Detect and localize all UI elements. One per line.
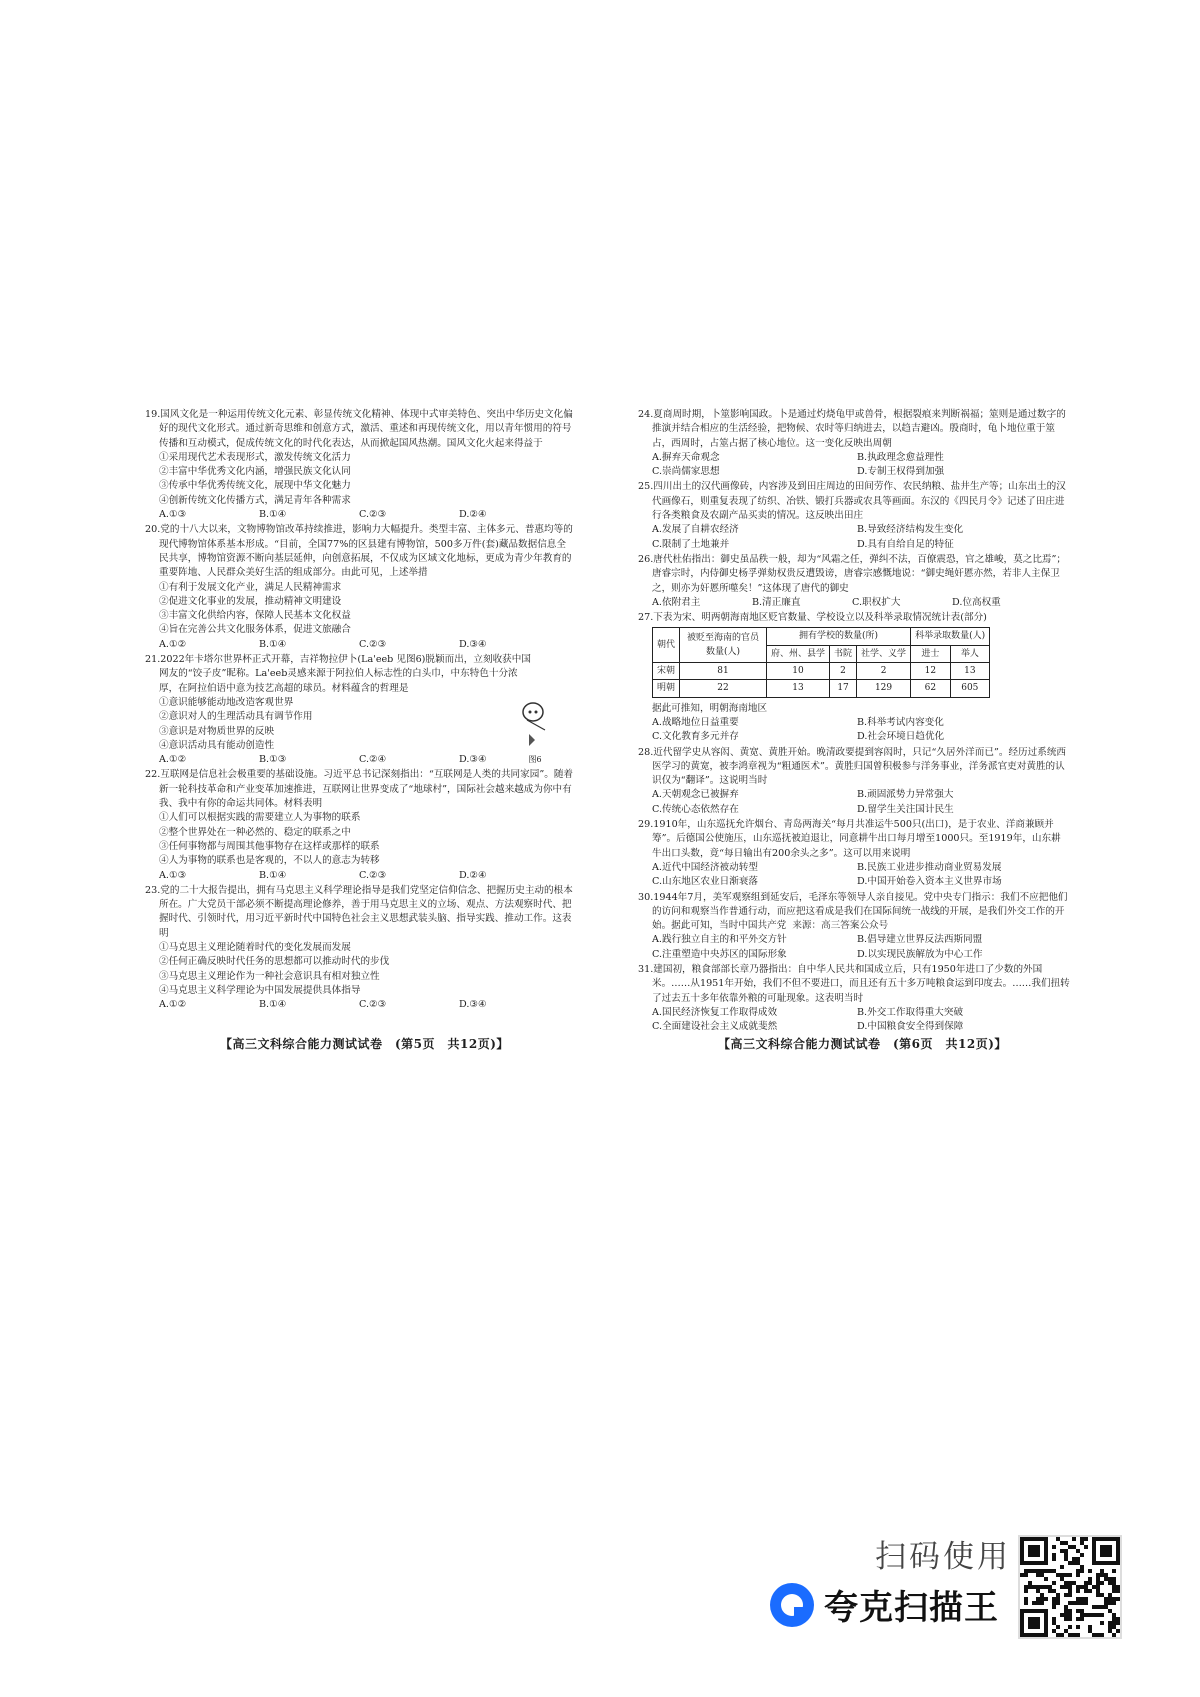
table-header-row (653, 628, 990, 645)
question-stem: 28.近代留学史从容闳、黄宽、黄胜开始。晚清政要提到容闳时，只记“久居外洋而已”。经历过系统西医学习的黄宽，被李鸿章视为“粗通医术”。黄胜归国曾积极参与洋务事业，洋务派官吏对黄胜的认识仅为“翻译”。这说明当时 (638, 746, 1067, 787)
choice-a: A.发展了自耕农经济 (652, 524, 739, 536)
choice-a: A.天朝观念已被摒弃 (652, 789, 739, 801)
answer-choices (145, 638, 575, 652)
statistics-table (652, 627, 990, 697)
question-19 (145, 408, 575, 522)
question-stem: 19.国风文化是一种运用传统文化元素、彰显传统文化精神、体现中式审美特色、突出中华历史文化偏好的现代文化形式。通过新奇思维和创意方式，激活、重述和再现传统文化，用以青年惯用的符号传播和互动模式，促成传统文化的时代化表达，从而掀起国风热潮。国风文化火起来得益于 (145, 409, 573, 449)
page-footer-right: 【高三文科综合能力测试试卷 (第6页 共12页)】 (718, 1037, 1007, 1051)
choice-b: B.①④ (259, 638, 287, 650)
choice-b: B.执政理念愈益理性 (857, 451, 944, 463)
choice-b: B.顽固派势力异常强大 (857, 789, 954, 801)
choice-d: D.留学生关注国计民生 (857, 803, 954, 815)
table-row (653, 663, 990, 680)
choice-c: C.传统心态依然存在 (652, 803, 739, 815)
option: ①采用现代艺术表现形式，激发传统文化活力 (159, 451, 351, 463)
question-23 (145, 884, 575, 1013)
table-cell: 13 (767, 680, 830, 697)
choice-c: C.全面建设社会主义成就斐然 (652, 1021, 778, 1033)
table-cell: 宋朝 (653, 663, 680, 680)
question-20 (145, 523, 575, 652)
quark-logo-icon (770, 1583, 814, 1627)
choice-c: C.②③ (359, 638, 387, 650)
option: ③任何事物都与周围其他事物存在这样或那样的联系 (159, 840, 380, 852)
choice-d: D.专制王权得到加强 (857, 466, 945, 478)
question-stem: 25.四川出土的汉代画像砖，内容涉及到田庄周边的田间劳作、农民纳粮、盐井生产等；山东出土的汉代画像石，则重复表现了纺织、冶铁、锻打兵器或农具等画面。东汉的《四民月令》记述了田庄进行各类粮食及农副产品买卖的情况。这反映出田庄 (638, 481, 1066, 522)
choice-c: C.②③ (359, 509, 387, 521)
choice-d: D.②④ (459, 869, 487, 881)
choice-b: B.①④ (259, 999, 287, 1011)
choice-b: B.科举考试内容变化 (857, 716, 944, 728)
table-cell: 605 (950, 680, 990, 697)
table-cell: 129 (857, 680, 911, 697)
source-stamp: 来源：高三答案公众号 (792, 920, 889, 932)
choice-d: D.中国粮食安全得到保障 (857, 1021, 964, 1033)
choice-a: A.①③ (159, 869, 187, 881)
question-stem: 22.互联网是信息社会极重要的基础设施。习近平总书记深刻指出：“互联网是人类的共同家园”。随着新一轮科技革命和产业变革加速推进，互联网让世界变成了“地球村”，国际社会越来越成为你中有我、我中有你的命运共同体。材料表明 (145, 769, 574, 810)
table-subheader: 社学、义学 (857, 645, 911, 662)
choice-c: C.②③ (359, 869, 387, 881)
choice-c: C.崇尚儒家思想 (652, 466, 720, 478)
choice-b: B.民族工业进步推动商业贸易发展 (857, 861, 1002, 873)
mascot-figure (515, 700, 555, 762)
choice-d: D.③④ (459, 638, 487, 650)
choice-c: C.②④ (359, 754, 387, 766)
table-header: 朝代 (653, 628, 680, 663)
choice-a: A.①③ (159, 509, 187, 521)
table-cell: 2 (830, 663, 857, 680)
choice-d: D.社会环境日趋优化 (857, 731, 945, 743)
table-subheader: 进士 (911, 645, 951, 662)
brand-name: 夸克扫描王 (824, 1588, 999, 1628)
page-footer-left: 【高三文科综合能力测试试卷 (第5页 共12页)】 (220, 1037, 509, 1051)
answer-choices (638, 523, 1070, 552)
question-25 (638, 480, 1070, 551)
choice-c: C.限制了土地兼并 (652, 538, 730, 550)
question-stem (638, 891, 1070, 934)
option: ①意识能够能动地改造客观世界 (159, 696, 294, 708)
qr-code-icon[interactable] (1018, 1535, 1122, 1639)
option: ②促进文化事业的发展，推动精神文明建设 (159, 595, 342, 607)
option: ④旨在完善公共文化服务体系，促进文旅融合 (159, 624, 351, 636)
question-stem: 31.建国初，粮食部部长章乃器指出：自中华人民共和国成立后，只有1950年进口了少数的外国米。……从1951年开始，我们不但不要进口，而且还有五十多万吨粮食运到印度去。……我们扭转了过去五十多年依靠外粮的可耻现象。这表明当时 (638, 963, 1070, 1004)
scan-to-use-text: 扫码使用 (875, 1539, 1011, 1575)
right-column (638, 408, 1070, 1035)
question-stem: 27.下表为宋、明两朝海南地区贬官数量、学校设立以及科举录取情况统计表(部分) (638, 612, 987, 624)
question-stem-text: 30.1944年7月，美军观察组到延安后，毛泽东等领导人亲自接见。党中央专门指示：我们不应把他们的访问和观察当作普通行动，而应把这看成是我们在国际间统一战线的开展，是我们外交工作的开始。据此可知，当时中国共产党 (638, 891, 1068, 932)
choice-c: C.②③ (359, 999, 387, 1011)
option: ③传承中华优秀传统文化，展现中华文化魅力 (159, 480, 351, 492)
choice-a: A.践行独立自主的和平外交方针 (652, 934, 787, 946)
brand-logo-group (770, 1580, 999, 1629)
table-header: 拥有学校的数量(所) (767, 628, 911, 645)
table-cell: 17 (830, 680, 857, 697)
table-header: 被贬至海南的官员数量(人) (680, 628, 767, 663)
question-31 (638, 963, 1070, 1034)
option: ③意识是对物质世界的反映 (159, 725, 275, 737)
question-22 (145, 768, 575, 882)
table-subheader: 府、州、县学 (767, 645, 830, 662)
question-prompt: 据此可推知，明朝海南地区 (652, 702, 768, 714)
choice-a: A.摒弃天命观念 (652, 451, 720, 463)
question-24 (638, 408, 1070, 479)
choice-a: A.国民经济恢复工作取得成效 (652, 1006, 778, 1018)
choice-a: A.①② (159, 638, 187, 650)
option: ①马克思主义理论随着时代的变化发展而发展 (159, 941, 351, 953)
choice-b: B.①④ (259, 869, 287, 881)
choice-b: B.①③ (259, 754, 287, 766)
answer-choices (638, 1006, 1070, 1035)
answer-choices (145, 869, 575, 883)
option: ③丰富文化供给内容，保障人民基本文化权益 (159, 610, 351, 622)
table-cell: 2 (857, 663, 911, 680)
table-subheader: 举人 (950, 645, 990, 662)
qr-code-pattern (1020, 1537, 1120, 1637)
option: ④人为事物的联系也是客观的，不以人的意志为转移 (159, 855, 380, 867)
answer-choices (638, 716, 1070, 745)
answer-choices (638, 451, 1070, 480)
option: ②任何正确反映时代任务的思想都可以推动时代的步伐 (159, 956, 390, 968)
table-cell: 12 (911, 663, 951, 680)
question-stem: 26.唐代杜佑指出：御史虽品秩一般，却为“风霜之任，弹纠不法，百僚震恐，官之雄峻，莫之比焉”；唐睿宗时，内侍御史杨孚弹劾权贵反遭毁谤，唐睿宗感慨地说：“御史绳奸慝亦然，若非人主保卫之，则亦为奸慝所噬矣！”这体现了唐代的御史 (638, 553, 1067, 594)
question-stem: 24.夏商周时期，卜筮影响国政。卜是通过灼烧龟甲或兽骨，根据裂痕来判断祸福；筮则是通过数字的推演并结合相应的生活经验，把物候、农时等归纳进去，以趋吉避凶。殷商时，龟卜地位重于筮占，西周时，占筮占据了核心地位。这一变化反映出周朝 (638, 409, 1066, 449)
answer-choices (638, 596, 1070, 610)
option: ④马克思主义科学理论为中国发展提供具体指导 (159, 984, 361, 996)
choice-d: D.位高权重 (952, 596, 1001, 608)
answer-choices (145, 508, 575, 522)
option: ④意识活动具有能动创造性 (159, 739, 275, 751)
question-stem: 20.党的十八大以来，文物博物馆改革持续推进，影响力大幅提升。类型丰富、主体多元、普惠均等的现代博物馆体系基本形成。“目前，全国77%的区县建有博物馆，500多万件(套)藏品数据信息全民共享，博物馆资源不断向基层延伸，向创意拓展，不仅成为区域文化地标，更成为青少年教育的重要阵地、人民群众美好生活的组成部分。由此可见，上述举措 (145, 524, 573, 579)
question-29 (638, 818, 1070, 889)
table-header: 科举录取数量(人) (911, 628, 990, 645)
option: ③马克思主义理论作为一种社会意识具有相对独立性 (159, 970, 380, 982)
choice-d: D.以实现民族解放为中心工作 (857, 948, 983, 960)
choice-b: B.导致经济结构发生变化 (857, 524, 964, 536)
option: ②丰富中华优秀文化内涵，增强民族文化认同 (159, 466, 351, 478)
figure-label: 图6 (528, 755, 542, 764)
table-cell: 10 (767, 663, 830, 680)
choice-b: B.清正廉直 (752, 596, 801, 608)
question-28 (638, 746, 1070, 817)
answer-choices (638, 933, 1070, 962)
table-cell: 62 (911, 680, 951, 697)
left-column (145, 408, 575, 1013)
question-30 (638, 891, 1070, 962)
option: ②整个世界处在一种必然的、稳定的联系之中 (159, 826, 351, 838)
choice-c: C.文化教育多元并存 (652, 731, 739, 743)
question-26 (638, 553, 1070, 610)
choice-a: A.①② (159, 999, 187, 1011)
question-stem: 29.1910年，山东巡抚允许烟台、青岛两海关“每月共准运牛500只(出口)，是于农业、洋商兼顾并筹”。后德国公使施压，山东巡抚被迫退让，同意耕牛出口每月增至1000只。至1919年，山东耕牛出口头数，竟“每日输出有200余头之多”。这可以用来说明 (638, 819, 1061, 859)
question-21 (145, 653, 575, 767)
question-stem: 21.2022年卡塔尔世界杯正式开幕，吉祥物拉伊卜(La'eeb 见图6)脱颖而出，立刻收获中国网友的“饺子皮”昵称。La'eeb灵感来源于阿拉伯人标志性的白头巾，中东特色十分浓厚，在阿拉伯语中意为技艺高超的球员。材料蕴含的哲理是 (145, 654, 531, 694)
choice-a: A.战略地位日益重要 (652, 716, 739, 728)
choice-b: B.①④ (259, 509, 287, 521)
option: ④创新传统文化传播方式，满足青年各种需求 (159, 494, 351, 506)
choice-d: D.②④ (459, 509, 487, 521)
answer-choices (145, 998, 575, 1012)
question-27 (638, 611, 1070, 744)
answer-choices (145, 753, 575, 767)
table-cell: 13 (950, 663, 990, 680)
choice-a: A.近代中国经济被动转型 (652, 861, 758, 873)
answer-choices (638, 861, 1070, 890)
table-cell: 81 (680, 663, 767, 680)
answer-choices (638, 788, 1070, 817)
choice-d: D.③④ (459, 754, 487, 766)
choice-d: D.中国开始卷入资本主义世界市场 (857, 876, 1002, 888)
option: ①有利于发展文化产业，满足人民精神需求 (159, 581, 342, 593)
mascot-illustration (515, 700, 555, 750)
choice-d: D.具有自给自足的特征 (857, 538, 954, 550)
choice-b: B.外交工作取得重大突破 (857, 1006, 964, 1018)
table-row (653, 680, 990, 697)
choice-b: B.倡导建立世界反法西斯同盟 (857, 934, 983, 946)
table-cell: 明朝 (653, 680, 680, 697)
choice-d: D.③④ (459, 999, 487, 1011)
choice-c: C.山东地区农业日渐衰落 (652, 876, 758, 888)
option: ①人们可以根据实践的需要建立人为事物的联系 (159, 812, 361, 824)
table-subheader: 书院 (830, 645, 857, 662)
choice-a: A.①② (159, 754, 187, 766)
question-stem: 23.党的二十大报告提出，拥有马克思主义科学理论指导是我们党坚定信仰信念、把握历史主动的根本所在。广大党员干部必须不断提高理论修养，善于用马克思主义的立场、观点、方法观察时代、把握时代、引领时代，用习近平新时代中国特色社会主义思想武装头脑、指导实践、推动工作。这表明 (145, 884, 573, 939)
option: ②意识对人的生理活动具有调节作用 (159, 711, 313, 723)
choice-c: C.职权扩大 (852, 596, 901, 608)
table-cell: 22 (680, 680, 767, 697)
choice-a: A.依附君主 (652, 596, 701, 608)
choice-c: C.注重塑造中央苏区的国际形象 (652, 948, 787, 960)
